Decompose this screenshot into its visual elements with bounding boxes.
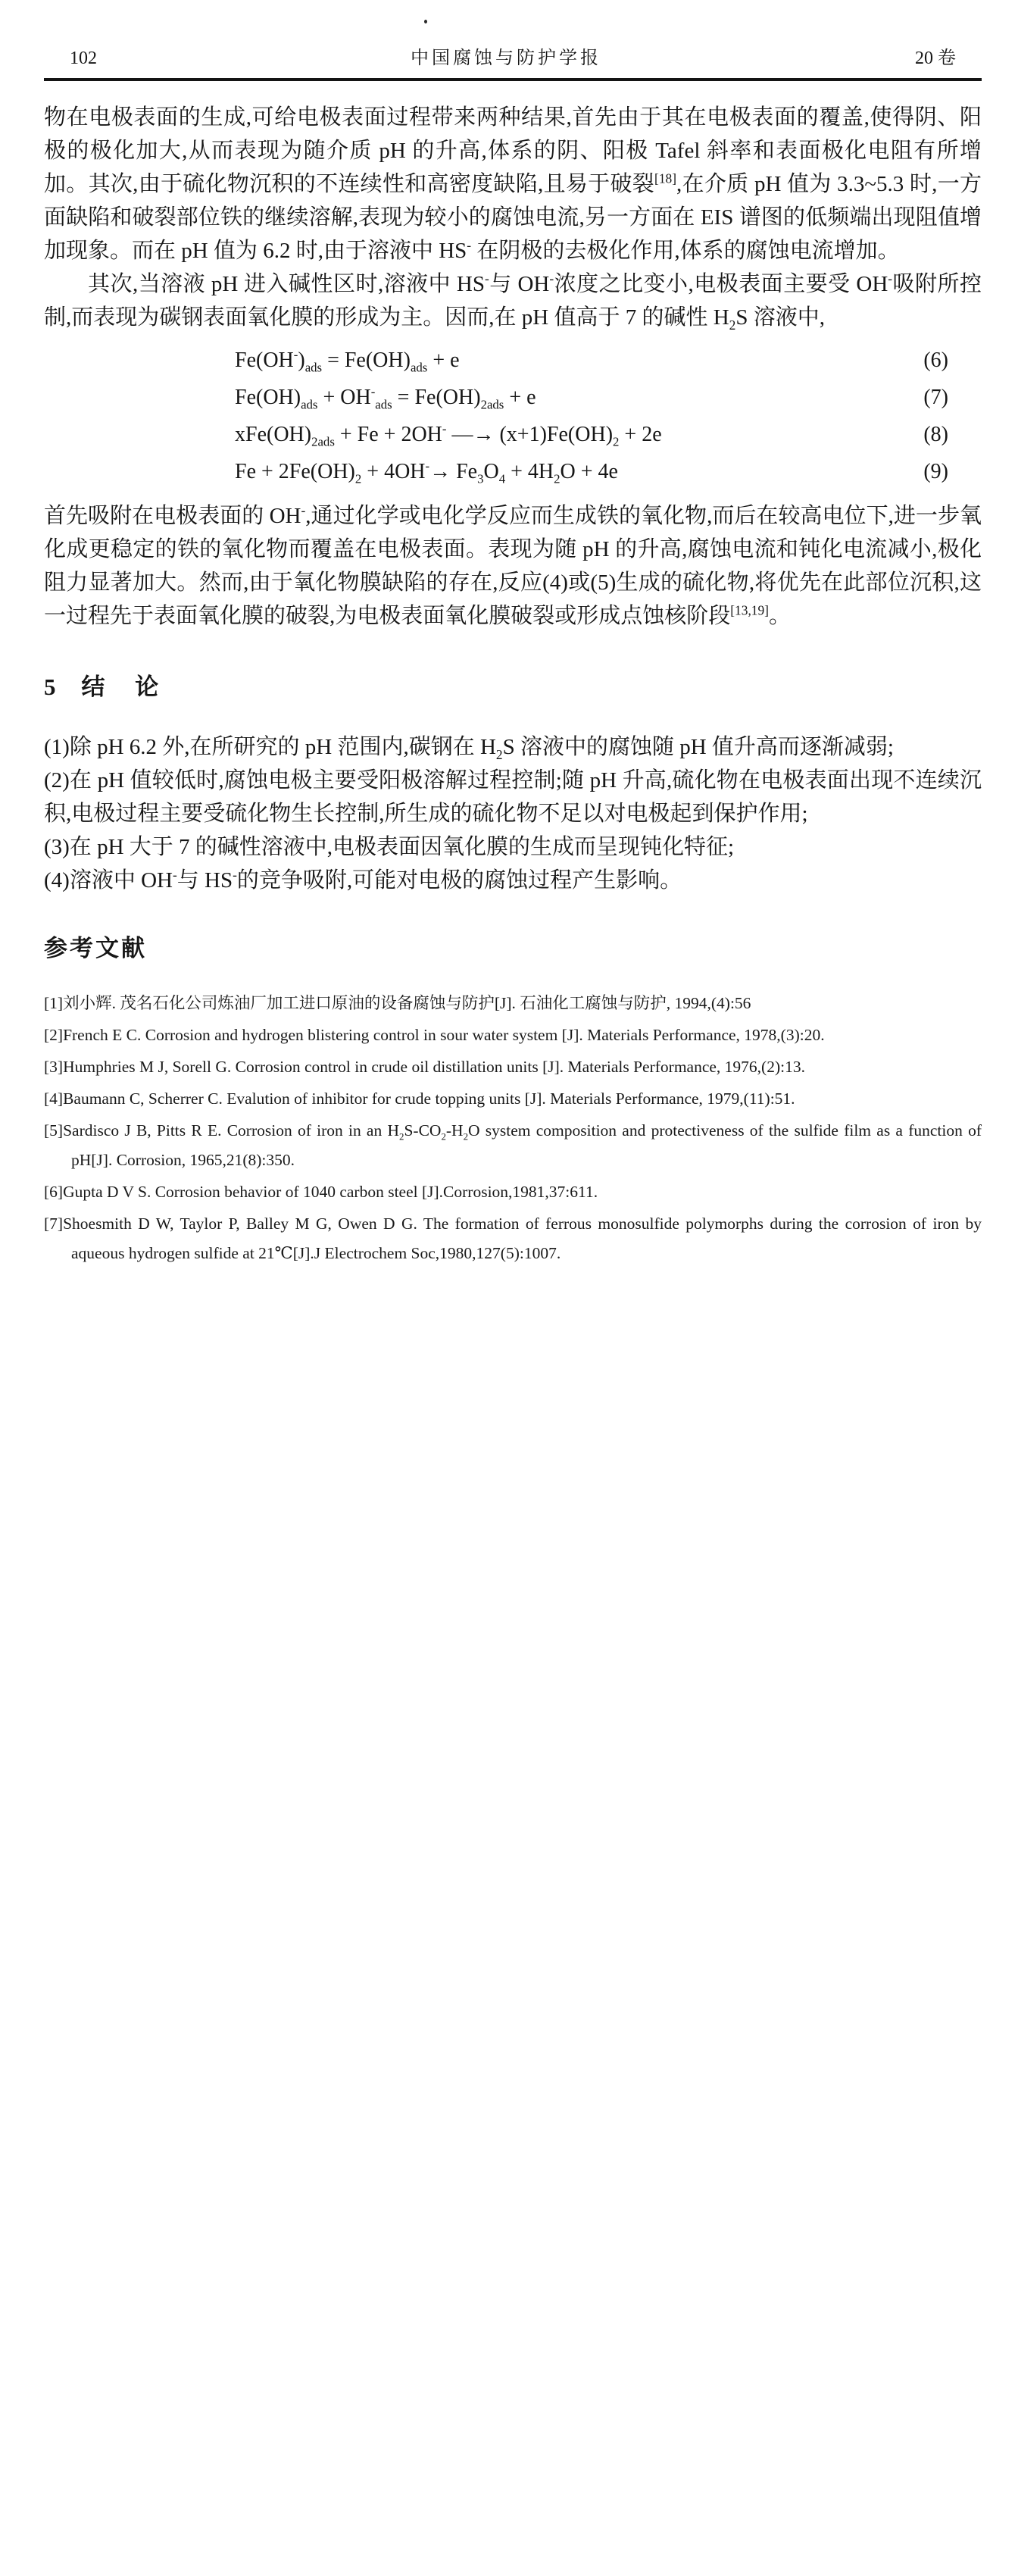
section-number: 5 — [44, 674, 56, 700]
page-content — [0, 0, 1018, 1268]
reference-item-5: [5]Sardisco J B, Pitts R E. Corrosion of iron in an $H_2S-CO_2-H_2O$ system composition and protectiveness of the sulfide film as a function of pH[J]. Corrosion, 1965,21(8):350. — [44, 1121, 982, 1169]
equation-7 — [44, 379, 982, 416]
equation-number: (9) — [923, 460, 948, 483]
equation-expression: $Fe + 2Fe(OH)_2 + 4OH^-\to Fe_3O_4 + 4H_2O + 4e$ — [235, 458, 618, 486]
conclusion-list — [44, 730, 982, 897]
conclusion-item-3: (3)在 pH 大于 7 的碱性溶液中,电极表面因氧化膜的生成而呈现钝化特征; — [44, 835, 735, 859]
references-list — [44, 989, 982, 1268]
section-title: 结 论 — [81, 674, 171, 700]
reference-item-2: [2]French E C. Corrosion and hydrogen blistering control in sour water system [J]. Materials Performance, 1978,(3):20. — [44, 1026, 825, 1044]
journal-title: 中国腐蚀与防护学报 — [411, 48, 601, 68]
equation-expression: $Fe(OH^-)_{ads} = Fe(OH)_{ads} + e$ — [235, 347, 460, 375]
page-header — [44, 42, 982, 81]
equation-number: (7) — [923, 386, 948, 409]
equation-number: (8) — [923, 423, 948, 446]
equation-number: (6) — [923, 349, 948, 372]
paragraph-corrosion-results: 物在电极表面的生成,可给电极表面过程带来两种结果,首先由于其在电极表面的覆盖,使得阴、阳极的极化加大,从而表现为随介质 pH 的升高,体系的阴、阳极 Tafel 斜率和表面极化电阻有所增加。其次,由于硫化物沉积的不连续性和高密度缺陷,且易于破裂[18],在介质 pH 值为 3.3~5.3 时,一方面缺陷和破裂部位铁的继续溶解,表现为较小的腐蚀电流,另一方面在 EIS 谱图的低频端出现阻值增加现象。而在 pH 值为 6.2 时,由于溶液中 HS- 在阴极的去极化作用,体系的腐蚀电流增加。 — [44, 105, 982, 263]
equation-6 — [44, 342, 982, 379]
volume-label: 20 卷 — [915, 48, 956, 68]
reference-item-3: [3]Humphries M J, Sorell G. Corrosion control in crude oil distillation units [J]. Materials Performance, 1976,(2):13. — [44, 1058, 805, 1076]
conclusion-heading — [44, 667, 982, 702]
conclusion-item-2: (2)在 pH 值较低时,腐蚀电极主要受阳极溶解过程控制;随 pH 升高,硫化物在电极表面出现不连续沉积,电极过程主要受硫化物生长控制,所生成的硫化物不足以对电极起到保护作用; — [44, 768, 982, 826]
equation-8 — [44, 416, 982, 453]
paragraph-oxide-film: 首先吸附在电极表面的 OH-,通过化学或电化学反应而生成铁的氧化物,而后在较高电位下,进一步氧化成更稳定的铁的氧化物而覆盖在电极表面。表现为随 pH 的升高,腐蚀电流和钝化电流减小,极化阻力显著加大。然而,由于氧化物膜缺陷的存在,反应(4)或(5)生成的硫化物,将优先在此部位沉积,这一过程先于表面氧化膜的破裂,为电极表面氧化膜破裂或形成点蚀核阶段[13,19]。 — [44, 502, 982, 628]
reference-item-7: [7]Shoesmith D W, Taylor P, Balley M G, Owen D G. The formation of ferrous monosulfide polymorphs during the corrosion of iron by aqueous hydrogen sulfide at 21℃[J].J Electrochem Soc,1980,127(5):1007. — [44, 1215, 982, 1262]
references-heading: 参考文献 — [44, 935, 147, 961]
equation-9 — [44, 453, 982, 490]
equation-expression: $xFe(OH)_{2ads} + Fe + 2OH^-$ —→ $(x+1)Fe(OH)_2 + 2e$ — [235, 421, 662, 449]
conclusion-item-1: (1)除 pH 6.2 外,在所研究的 pH 范围内,碳钢在 $H_2S$ 溶液中的腐蚀随 pH 值升高而逐渐减弱; — [44, 735, 894, 762]
equation-block — [44, 342, 982, 490]
equation-expression: $Fe(OH)_{ads} + OH^-_{ads} = Fe(OH)_{2ads} + e$ — [235, 384, 536, 412]
conclusion-item-4: (4)溶液中 OH-与 HS-的竞争吸附,可能对电极的腐蚀过程产生影响。 — [44, 867, 682, 893]
reference-item-1: [1]刘小辉. 茂名石化公司炼油厂加工进口原油的设备腐蚀与防护[J]. 石油化工腐蚀与防护, 1994,(4):56 — [44, 994, 751, 1012]
page-number: 102 — [70, 48, 97, 68]
scan-artifact — [424, 20, 427, 23]
paragraph-alkaline-region: 其次,当溶液 pH 进入碱性区时,溶液中 HS-与 OH-浓度之比变小,电极表面主要受 OH-吸附所控制,而表现为碳钢表面氧化膜的形成为主。因而,在 pH 值高于 7 的碱性 $H_2S$ 溶液中, — [44, 270, 982, 333]
reference-item-6: [6]Gupta D V S. Corrosion behavior of 1040 carbon steel [J].Corrosion,1981,37:611. — [44, 1183, 598, 1201]
reference-item-4: [4]Baumann C, Scherrer C. Evalution of inhibitor for crude topping units [J]. Materials Performance, 1979,(11):51. — [44, 1089, 795, 1108]
